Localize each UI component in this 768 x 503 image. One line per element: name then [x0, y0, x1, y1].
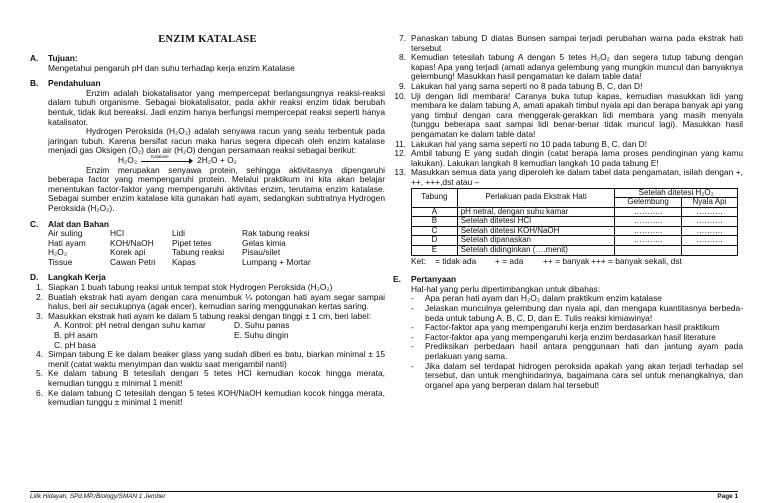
step-item: 3. Masukkan ekstrak hati ayam ke dalam 5 tabung reaksi dengan tinggi ± 1 cm, beri label: [36, 310, 372, 321]
table-cell: pH netral, dengan suhu kamar [457, 207, 615, 217]
list-item: HCl [110, 228, 124, 239]
list-item: Air suling [48, 228, 83, 239]
list-item: Gelas kimia [242, 237, 286, 248]
list-item: - Jelaskan munculnya gelembung dan nyala api, dan mengapa kuantitasnya berbeda-beda untuk tabung A, B, C, D, dan E. Tulis reaksi kimiawinya! [411, 303, 743, 323]
col-header-tabung: Tabung [412, 188, 458, 207]
section-letter: B. [30, 78, 39, 89]
document-title: ENZIM KATALASE [158, 34, 257, 45]
col-header-nyala: Nyala Api [681, 198, 737, 208]
option-item: E. Suhu dingin [234, 330, 289, 341]
table-row [412, 246, 738, 256]
list-item: - Factor-faktor apa yang mempengaruhi kerja enzim berdasarkan hasil literature [411, 331, 716, 342]
section-letter: D. [30, 272, 39, 283]
list-item: - Factor-faktor apa yang mempengaruhi kerja enzim berdasarkan hasil praktikum [411, 322, 720, 333]
list-item: - Apa peran hati ayam dan H₂O₂ dalam praktikum enzim katalase [411, 293, 662, 304]
steps-list [30, 350, 385, 408]
section-heading: Tujuan: [48, 53, 78, 63]
paragraph: Hydrogen Peroksida (H₂O₂) adalah senyawa racun yang sealu terbentuk pada jaringan tubuh. Karena bersifat racun maka harus segera dipecah oleh enzim katalase menjadi gas Oksigen (O₂) dan air (H₂O) dengan persamaan reaksi sebagai berikut: [48, 126, 385, 156]
observation-table [411, 188, 738, 256]
section-letter: C. [30, 218, 39, 229]
tools-list [30, 229, 385, 267]
table-cell: ……….. [615, 236, 682, 246]
left-column [30, 30, 385, 408]
label-option-c: C. pH basa [54, 339, 96, 350]
section-heading: Langkah Kerja [48, 272, 106, 283]
table-legend [393, 257, 743, 267]
section-alat [30, 220, 385, 268]
list-item: Cawan Petri [110, 256, 156, 267]
section-letter: A. [30, 53, 39, 63]
legend-item: + = ada [495, 255, 524, 266]
table-cell: C [412, 226, 458, 236]
list-item: Tissue [48, 256, 73, 267]
table-cell [615, 246, 682, 256]
table-cell: ………. [681, 207, 737, 217]
products: 2H₂O + O₂ [197, 154, 237, 165]
steps-list-continued [393, 34, 743, 188]
table-cell: A [412, 207, 458, 217]
table-cell: Setelah didinginkan (….menit) [457, 246, 615, 256]
table-row [412, 217, 738, 227]
table-cell: D [412, 236, 458, 246]
list-item: Tabung reaksi [172, 247, 225, 258]
list-item: Hati ayam [48, 237, 86, 248]
list-item: Rak tabung reaksi [242, 228, 310, 239]
questions-list [393, 294, 743, 390]
step-item: 9. Lakukan hal yang sama seperti no 8 pada tabung B, C, dan D! [399, 80, 643, 91]
catalyst-label: Katalase [151, 154, 169, 160]
table-cell: E [412, 246, 458, 256]
section-letter: E. [393, 274, 401, 285]
table-cell: Setelah ditetesi HCl [457, 217, 615, 227]
section-heading: Pertanyaan [411, 274, 457, 285]
col-header-perlakuan: Perlakuan pada Ekstrak Hati [457, 188, 615, 207]
section-tujuan [30, 54, 385, 73]
list-item: Pipet tetes [172, 237, 212, 248]
step-item: 4. Simpan tabung E ke dalam beaker glass yang sudah diberi es batu, biarkan minimal ± 15 menit (catat waktu menyimpan dan waktu saat mengambil nanti) [36, 349, 385, 369]
legend-item: +++ = banyak sekali, dst [591, 255, 682, 266]
footer-divider [30, 491, 738, 492]
paragraph: Enzim adalah biokatalisator yang mempercepat berlangsungnya reaksi-reaksi dalam tubuh organisme. Sebagai biokatalisator, pada akhir reaksi enzim tidak berubah bentuk, tidak ikut bereaksi. Jadi enzim hanya berfungsi mempercepat reaksi seperti hanya katalisator. [48, 87, 385, 127]
steps-list [30, 283, 385, 321]
step-item: 1. Siapkan 1 buah tabung reaksi untuk tempat stok Hydrogen Peroksida (H₂O₂) [36, 282, 333, 293]
section-pertanyaan [393, 275, 743, 390]
table-cell: ……….. [615, 226, 682, 236]
legend-item: = tidak ada [435, 255, 477, 266]
step-item: 5. Ke dalam tabung B tetesilah dengan 5 tetes HCl kemudian kocok hingga merata, kemudian tunggu ± minimal 1 menit! [36, 368, 385, 388]
step-item: 11. Lakukan hal yang sama seperti no 10 pada tabung B, C, dan D! [394, 138, 648, 149]
reaction-arrow-icon [141, 156, 193, 165]
list-item: Kapas [172, 256, 196, 267]
list-item: Korek api [110, 247, 146, 258]
step-item: 10. Uji dengan lidi membara! Caranya buka tutup kapas, kemudian masukkan lidi yang membara ke dalam tabung A, amati apakah timbul nyala api dan berapa banyak api yang yang timbul dengan cara menggerak-gerakkan lidi membara yang masih menyala (tunggu beberapa saat sampai lidi benar-benar tidak muncul lagi). Masukkan hasil pengamatan ke dalam table data! [394, 90, 743, 139]
list-item: H₂O₂ [48, 247, 68, 258]
step-item: 6. Ke dalam tabung C tetesilah dengan 5 tetes KOH/NaOH kemudian kocok hingga merata, kemudian tunggu ± minimal 1 menit! [36, 387, 385, 408]
list-item: KOH/NaOH [110, 237, 154, 248]
list-item: Pisau/silet [242, 247, 281, 258]
col-header-gelembung: Gelembung [615, 198, 682, 208]
legend-label: Ket: [411, 255, 426, 266]
list-item: Lumpang + Mortar [242, 256, 311, 267]
table-cell: ………. [681, 226, 737, 236]
section-pendahuluan [30, 79, 385, 213]
table-cell: ……….. [615, 207, 682, 217]
section-heading: Pendahuluan [48, 78, 101, 89]
table-cell: Setelah ditetesi KOH/NaOH [457, 226, 615, 236]
list-item: Lidi [172, 228, 186, 239]
tujuan-text: Mengetahui pengaruh pH dan suhu terhadap kerja enzim Katalase [48, 62, 295, 73]
table-cell: ……….. [615, 217, 682, 227]
list-item: - Jika dalam sel terdapat hidrogen peroksida apakah yang akan terjadi terhadap sel tersebut, dan untuk menghindarinya, bagaimana cara sel untuk menangkalnya, dan organel apa yang berperan dalam hal tersebut! [411, 360, 743, 390]
table-cell: Setelah dipanaskan [457, 236, 615, 246]
step-item: 13. Masukkan semua data yang diperoleh ke dalam tabel data pengamatan, isilah dengan +, ++, +++,dst atau – [394, 167, 743, 187]
col-header-group: Setelah ditetesi H₂O₂ [615, 188, 738, 198]
step-item: 12. Ambil tabung E yang sudah dingin (catat berapa lama proses pendinginan yang kamu lakukan). Lakukan langkah 8 kemudian langkah 10 pada tabung E! [394, 148, 743, 168]
step-item: 2. Buatlah ekstrak hati ayam dengan cara menumbuk ¼ potongan hati ayam segar sampai halus, beri air secukupnya (agak encer), kemudian saring menggunakan kertas saring. [36, 291, 385, 312]
right-column [393, 34, 743, 390]
step-item: 7. Panaskan tabung D diatas Bunsen sampai terjadi perubahan warna pada ekstrak hati tersebut [399, 33, 743, 53]
table-cell: ………. [681, 236, 737, 246]
label-options [30, 321, 385, 340]
step-item: 8. Kemudian tetesilah tabung A dengan 5 tetes H₂O₂ dan segera tutup tabung dengan kapas! Apa yang terjadi (amati adanya gelembung yang mungkin muncul dan banyaknya gelembung! Masukkan hasil pengamatan ke dalam table data! [399, 52, 743, 82]
option-item: A. Kontrol: pH netral dengan suhu kamar [54, 320, 206, 331]
table-cell: ………. [681, 217, 737, 227]
section-langkah [30, 273, 385, 407]
section-heading: Alat dan Bahan [48, 218, 109, 229]
table-cell: B [412, 217, 458, 227]
table-cell [681, 246, 737, 256]
list-item: - Prediksikan perbedaan hasil antara penggunaan hati dan jantung ayam pada perlakuan yang sama. [411, 341, 743, 361]
reactant: H₂O₂ [118, 154, 138, 165]
pertanyaan-intro: Hal-hal yang perlu dipertimbangkan untuk dibahas: [411, 283, 601, 294]
footer-author: Lilik Hidayah, SPd.MP./Biology/SMAN 1 Jember [30, 493, 166, 500]
option-item: B. pH asam [54, 330, 98, 341]
footer-page-number: Page 1 [717, 493, 738, 500]
legend-item: ++ = banyak [543, 255, 590, 266]
paragraph: Enzim merupakan senyawa protein, sehingga aktivitasnya dipengaruhi beberapa factor yang mempengaruhi protein. Melalui praktikum ini kita akan belajar menentukan factor-faktor yang mempengaruhi aktivitas enzim, terutama enzim katalase. Sebagai sumber enzim katalase kita gunakan hati ayam, sedangkan subtratnya Hydrogen Peroksida (H₂O₂). [48, 164, 385, 213]
option-item: D. Suhu panas [234, 320, 290, 331]
